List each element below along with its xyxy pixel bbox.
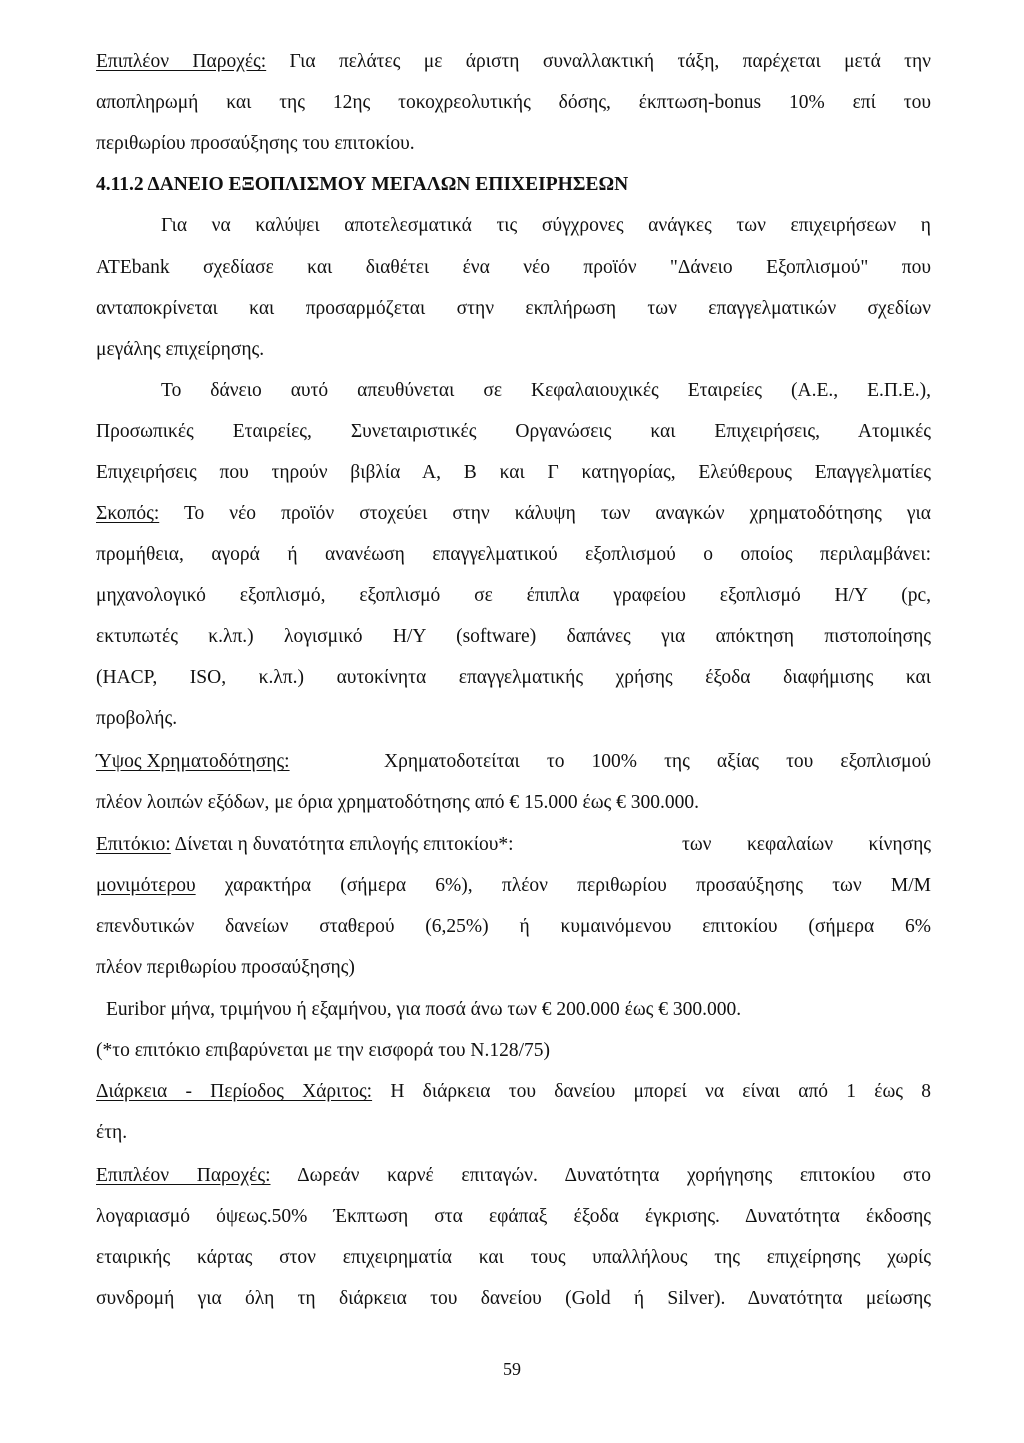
rate-line-3: επενδυτικών δανείων σταθερού (6,25%) ή κυμαινόμενου επιτοκίου (σήμερα 6% [96,916,931,937]
intro-line-1: Για να καλύψει αποτελεσματικά τις σύγχρονες ανάγκες των επιχειρήσεων η [161,215,931,236]
intro-line-3: ανταποκρίνεται και προσαρμόζεται στην εκπλήρωση των επαγγελματικών σχεδίων [96,298,931,319]
extra-benefits-text-1: Για πελάτες με άριστη συναλλακτική τάξη, παρέχεται μετά την [289,51,932,72]
purpose-line-2: προμήθεια, αγορά ή ανανέωση επαγγελματικού εξοπλισμού ο οποίος περιλαμβάνει: [96,544,931,565]
extra-benefits-line-1 [96,50,931,74]
purpose-line-4: εκτυπωτές κ.λπ.) λογισμικό Η/Υ (software) δαπάνες για απόκτηση πιστοποίησης [96,626,931,647]
rate-line-5: Euribor μήνα, τριμήνου ή εξαμήνου, για ποσά άνω των € 200.000 έως € 300.000. [106,999,742,1020]
extra-benefits-line-3: περιθωρίου προσαύξησης του επιτοκίου. [96,133,415,154]
rate-text-1b: των κεφαλαίων κίνησης [682,834,931,855]
amount-line-2: πλέον λοιπών εξόδων, με όρια χρηματοδότησης από € 15.000 έως € 300.000. [96,792,700,813]
amount-label [96,750,290,774]
extra-line-3: εταιρικής κάρτας στον επιχειρηματία και τους υπαλλήλους της επιχείρησης χωρίς [96,1247,931,1268]
purpose-line-3: μηχανολογικό εξοπλισμό, εξοπλισμό σε έπιπλα γραφείου εξοπλισμό Η/Υ (pc, [96,585,931,606]
extra-benefits-label: Επιπλέον Παροχές: [96,51,267,72]
extra-text-1: Δωρεάν καρνέ επιταγών. Δυνατότητα χορήγησης επιτοκίου στο [297,1165,931,1186]
target-line-1: Το δάνειο αυτό απευθύνεται σε Κεφαλαιουχικές Εταιρείες (Α.Ε., Ε.Π.Ε.), [161,380,931,401]
purpose-label: Σκοπός: [96,503,160,524]
duration-label: Διάρκεια - Περίοδος Χάριτος: [96,1081,373,1102]
extra-label: Επιπλέον Παροχές: [96,1165,271,1186]
duration-text-1: Η διάρκεια του δανείου μπορεί να είναι από 1 έως 8 [390,1081,932,1102]
rate-line-1-start [96,833,514,857]
extra-benefits-line-2: αποπληρωμή και της 12ης τοκοχρεολυτικής δόσης, έκπτωση-bonus 10% επί του [96,92,931,113]
rate-label: Επιτόκιο: [96,834,171,855]
amount-line-1: Χρηματοδοτείται το 100% της αξίας του εξοπλισμού [384,751,931,772]
amount-label-text: Ύψος Χρηματοδότησης: [96,751,290,772]
purpose-line-6: προβολής. [96,708,178,729]
rate-text-2: χαρακτήρα (σήμερα 6%), πλέον περιθωρίου προσαύξησης των Μ/Μ [224,875,932,896]
rate-text-1a: Δίνεται η δυνατότητα επιλογής επιτοκίου*: [174,834,514,855]
intro-line-2: ATEbank σχεδίασε και διαθέτει ένα νέο προϊόν "Δάνειο Εξοπλισμού" που [96,257,931,278]
target-line-2: Προσωπικές Εταιρείες, Συνεταιριστικές Οργανώσεις και Επιχειρήσεις, Ατομικές [96,421,931,442]
purpose-line-1 [96,502,931,526]
duration-line-2: έτη. [96,1122,128,1143]
target-line-3: Επιχειρήσεις που τηρούν βιβλία Α, Β και Γ κατηγορίας, Ελεύθερους Επαγγελματίες [96,462,931,483]
rate-permanent-label: μονιμότερου [96,875,196,896]
purpose-line-5: (HACP, ISO, κ.λπ.) αυτοκίνητα επαγγελματικής χρήσης έξοδα διαφήμισης και [96,667,931,688]
purpose-text-1: Το νέο προϊόν στοχεύει στην κάλυψη των αναγκών χρηματοδότησης για [183,503,931,524]
rate-line-4: πλέον περιθωρίου προσαύξησης) [96,957,355,978]
page-number: 59 [503,1359,521,1379]
duration-line-1 [96,1080,931,1104]
rate-line-6: (*το επιτόκιο επιβαρύνεται με την εισφορά του Ν.128/75) [96,1040,551,1061]
extra-line-1 [96,1164,931,1188]
section-heading: 4.11.2 ΔΑΝΕΙΟ ΕΞΟΠΛΙΣΜΟΥ ΜΕΓΑΛΩΝ ΕΠΙΧΕΙΡΗΣΕΩΝ [96,174,629,195]
intro-line-4: μεγάλης επιχείρησης. [96,339,265,360]
rate-line-2 [96,874,931,898]
extra-line-4: συνδρομή για όλη τη διάρκεια του δανείου (Gold ή Silver). Δυνατότητα μείωσης [96,1288,931,1309]
extra-line-2: λογαριασμό όψεως.50% Έκπτωση στα εφάπαξ έξοδα έγκρισης. Δυνατότητα έκδοσης [96,1206,931,1227]
